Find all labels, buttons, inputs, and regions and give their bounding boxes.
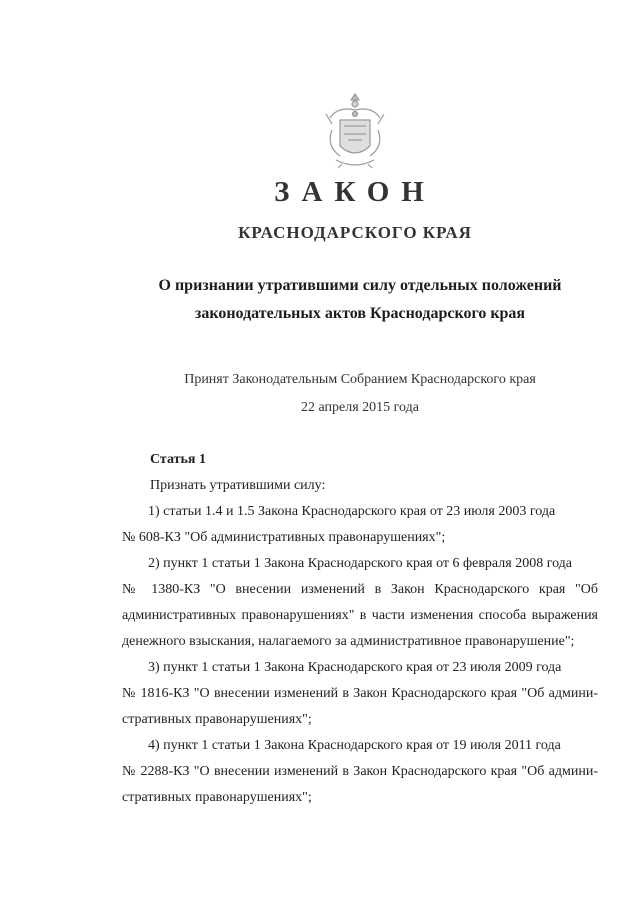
adoption-body: Принят Законодательным Собранием Краснодарского края [184, 372, 536, 387]
list-item-first-line: 2) пункт 1 статьи 1 Закона Краснодарского края от 6 февраля 2008 года [148, 556, 573, 571]
document-subtitle: КРАСНОДАРСКОГО КРАЯ [238, 223, 472, 242]
list-item [122, 655, 598, 733]
adoption-info [110, 366, 610, 422]
article-body [122, 447, 598, 811]
list-item [122, 499, 598, 551]
list-item-first-line: 4) пункт 1 статьи 1 Закона Краснодарского края от 19 июля 2011 года [148, 738, 561, 753]
coat-of-arms-emblem [318, 90, 392, 170]
article-title: Статья 1 [150, 452, 206, 467]
list-item [122, 551, 598, 655]
adoption-date: 22 апреля 2015 года [301, 400, 419, 415]
list-item-first-line: 3) пункт 1 статьи 1 Закона Краснодарского края от 23 июля 2009 года [148, 660, 562, 675]
article-intro: Признать утратившими силу: [150, 478, 326, 493]
list-item-first-line: 1) статьи 1.4 и 1.5 Закона Краснодарского края от 23 июля 2003 года [148, 504, 556, 519]
list-item-continuation: № 2288-КЗ "О внесении изменений в Закон Краснодарского края "Об административных правонарушениях"; [122, 764, 598, 805]
document-title: ЗАКОН [274, 176, 436, 208]
list-item-continuation: № 1380-КЗ "О внесении изменений в Закон Краснодарского края "Об административных правонарушениях" в части изменения способа выражения денежного взыскания, налагаемого за административное правонарушение"; [122, 582, 598, 649]
list-item-continuation: № 1816-КЗ "О внесении изменений в Закон Краснодарского края "Об административных правонарушениях"; [122, 686, 598, 727]
law-heading-line-2: законодательных актов Краснодарского края [194, 305, 526, 322]
law-heading-line-1: О признании утратившими силу отдельных положений [158, 277, 562, 294]
list-item [122, 733, 598, 811]
list-item-continuation: № 608-КЗ "Об административных правонарушениях"; [122, 530, 446, 545]
law-heading [110, 272, 610, 328]
